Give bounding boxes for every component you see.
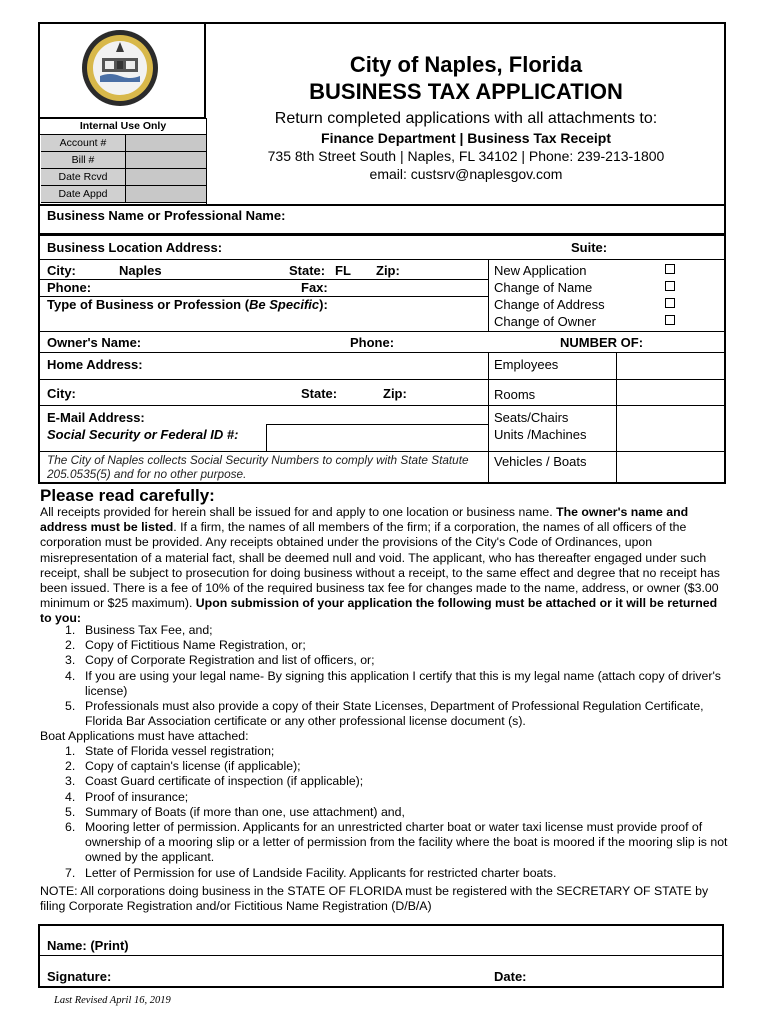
- title-city: City of Naples, Florida: [349, 52, 583, 77]
- list-item: 5. Summary of Boats (if more than one, use attachment) and,: [65, 804, 405, 819]
- number-of-divider: [488, 352, 489, 483]
- count-seats-field[interactable]: [618, 406, 724, 424]
- iu-date-rcvd-label: Date Rcvd: [41, 169, 125, 186]
- count-vehicles-label: Vehicles / Boats: [494, 454, 587, 469]
- home-address-label: Home Address:: [47, 357, 143, 372]
- app-type-divider: [488, 259, 489, 331]
- count-employees-label: Employees: [494, 357, 559, 372]
- list-item: 3. Copy of Corporate Registration and list of officers, or;: [65, 653, 375, 668]
- app-type-change-address: Change of Address: [494, 297, 605, 312]
- title-application: BUSINESS TAX APPLICATION: [309, 79, 623, 104]
- list-item: 4. Proof of insurance;: [65, 789, 189, 804]
- business-name-field[interactable]: [300, 206, 720, 234]
- print-name-label: Name: (Print): [47, 938, 129, 953]
- owner-phone-label: Phone:: [350, 335, 395, 350]
- iu-bill-field[interactable]: [126, 152, 206, 169]
- home-city-label: City:: [47, 386, 76, 401]
- home-zip-label: Zip:: [383, 386, 407, 401]
- list-item: 1. State of Florida vessel registration;: [65, 744, 275, 758]
- page-title: [206, 52, 726, 106]
- list-item: 5. Professionals must also provide a copy of their State Licenses, Department of Professional Regulation Certificate, Florida Bar Association certificate or any other professional license document (s).: [65, 699, 704, 729]
- count-units-field[interactable]: [618, 425, 724, 450]
- app-type-change-name: Change of Name: [494, 280, 593, 295]
- list-item: 2. Copy of Fictitious Name Registration, or;: [65, 638, 306, 653]
- checkbox-change-address[interactable]: [665, 298, 675, 308]
- internal-use-right-line: [206, 118, 207, 205]
- business-type-field[interactable]: [42, 313, 486, 331]
- suite-label: Suite:: [571, 240, 608, 255]
- email-address-label: E-Mail Address:: [47, 410, 145, 425]
- internal-use-title: Internal Use Only: [40, 118, 206, 135]
- checkbox-change-name[interactable]: [665, 281, 675, 291]
- app-type-change-owner: Change of Owner: [494, 314, 596, 329]
- iu-date-appd-label: Date Appd: [41, 186, 125, 203]
- iu-bill-label: Bill #: [41, 152, 125, 169]
- department-line: Finance Department | Business Tax Receipt: [321, 130, 611, 146]
- signature-label: Signature:: [47, 969, 112, 984]
- phone-label: Phone:: [47, 280, 92, 295]
- address-line: 735 8th Street South | Naples, FL 34102 | Phone: 239-213-1800: [267, 148, 665, 164]
- list-item: 3. Coast Guard certificate of inspection (if applicable);: [65, 774, 364, 789]
- owner-name-label: Owner's Name:: [47, 335, 142, 350]
- corporation-note: NOTE: All corporations doing business in the STATE OF FLORIDA must be registered with the SECRETARY OF STATE by filing Corporate Registration and/or Fictitious Name Registration (D/B/A): [40, 884, 709, 914]
- instructions-paragraph: All receipts provided for herein shall be issued for and apply to one location or business name. The owner's name and address must be listed. If a firm, the names of all members of the firm; if a corporation, the names of all officers of the corporation must be provided. Any receipts obtained under the provisions of the City's Code of Ordinances, upon misrepresentation of a material fact, shall be deemed null and void. The applicant, who has thereafter engaged under such receipt, shall be subject to prosecution for doing business without a receipt, to the same effect and degree that no receipt has been issued. There is a fee of 10% of the required business tax fee for changes made to the name, address, or owner ($3.00 minimum or $25 maximum). Upon submission of your application the following must be attached or it will be returned to you:: [40, 505, 720, 626]
- iu-date-appd-field[interactable]: [126, 186, 206, 203]
- list-item: 4. If you are using your legal name- By signing this application I certify that this is my legal name (attach copy of driver's license): [65, 668, 721, 698]
- iu-account-field[interactable]: [126, 135, 206, 152]
- iu-date-rcvd-field[interactable]: [126, 169, 206, 186]
- home-address-field[interactable]: [155, 353, 485, 378]
- return-instructions: [206, 109, 726, 183]
- list-item: 1. Business Tax Fee, and;: [65, 623, 213, 637]
- ssn-label: Social Security or Federal ID #:: [47, 427, 239, 442]
- signature-field[interactable]: [120, 957, 480, 986]
- boat-attachments-list: [65, 744, 730, 881]
- count-seats-label: Seats/Chairs: [494, 410, 569, 425]
- business-location-label: Business Location Address:: [47, 240, 223, 255]
- number-of-title: NUMBER OF:: [560, 335, 644, 350]
- state-label: State:: [289, 263, 326, 278]
- checkbox-new-application[interactable]: [665, 264, 675, 274]
- count-rooms-field[interactable]: [618, 380, 724, 404]
- list-item: 2. Copy of captain's license (if applicable);: [65, 759, 301, 774]
- state-value[interactable]: FL: [335, 263, 351, 278]
- print-name-field[interactable]: [140, 928, 720, 954]
- date-field[interactable]: [540, 957, 720, 986]
- boat-heading: Boat Applications must have attached:: [40, 729, 249, 743]
- city-value[interactable]: Naples: [119, 263, 162, 278]
- count-employees-field[interactable]: [618, 353, 724, 378]
- city-label: City:: [47, 263, 76, 278]
- count-units-label: Units /Machines: [494, 427, 587, 442]
- ssn-note: The City of Naples collects Social Security Numbers to comply with State Statute 205.0535(5) and for no other purpose.: [47, 453, 469, 481]
- home-state-label: State:: [301, 386, 338, 401]
- checkbox-change-owner[interactable]: [665, 315, 675, 325]
- list-item: 6. Mooring letter of permission. Applicants for an unrestricted charter boat or water taxi license must provide proof of ownership of a mooring slip or a letter of permission from the facility where the boat is moored if the mooring slip is not owned by the applicant.: [65, 820, 728, 865]
- return-line: Return completed applications with all attachments to:: [274, 110, 658, 127]
- app-type-new: New Application: [494, 263, 587, 278]
- email-line: email: custsrv@naplesgov.com: [369, 166, 563, 182]
- list-item: 7. Letter of Permission for use of Landside Facility. Applicants for restricted charter boats.: [65, 865, 557, 880]
- count-rooms-label: Rooms: [494, 387, 536, 402]
- fax-label: Fax:: [301, 280, 328, 295]
- number-of-value-divider: [616, 352, 617, 483]
- instructions-heading: Please read carefully:: [40, 486, 215, 505]
- ssn-field[interactable]: [268, 425, 486, 450]
- iu-account-label: Account #: [41, 135, 125, 152]
- internal-use-table: [40, 118, 206, 203]
- count-vehicles-field[interactable]: [618, 452, 724, 482]
- city-seal-logo: [80, 28, 160, 108]
- last-revised: Last Revised April 16, 2019: [54, 995, 171, 1006]
- zip-label: Zip:: [376, 263, 400, 278]
- business-name-label: Business Name or Professional Name:: [47, 208, 286, 223]
- business-type-label: Type of Business or Profession (Be Specific):: [47, 297, 328, 312]
- required-attachments-list: [65, 623, 730, 729]
- business-location-field[interactable]: [240, 237, 560, 259]
- date-label: Date:: [494, 969, 527, 984]
- email-address-field[interactable]: [160, 406, 485, 424]
